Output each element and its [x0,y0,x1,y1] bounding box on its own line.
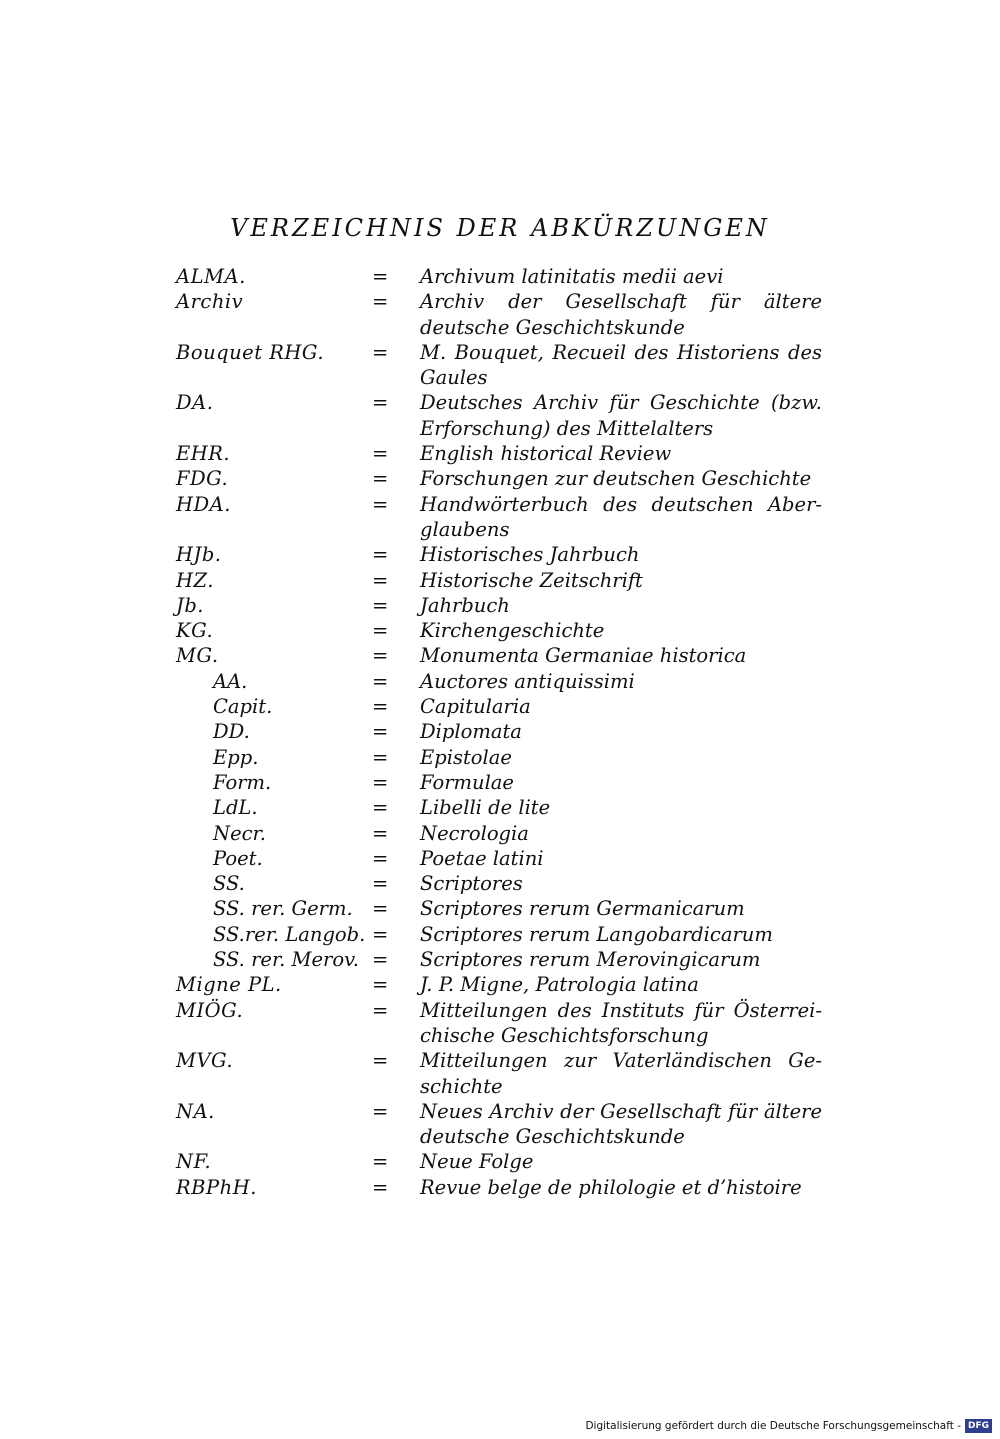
expansion: Necrologia [420,821,529,845]
abbreviation: MIÖG. [176,998,244,1022]
sub-entry-row [176,745,822,770]
expansion: Diplomata [420,720,522,744]
equals-sign: = [372,492,389,516]
expansion: Monumenta Germaniae historica [420,644,747,668]
equals-sign: = [372,442,389,466]
abbreviation: SS. rer. Merov. [213,948,359,972]
sub-entry-row [176,896,822,921]
abbreviation: Necr. [213,821,266,845]
expansion: Formulae [420,770,514,794]
expansion: English historical Review [420,442,672,466]
equals-sign: = [372,922,389,946]
expansion: Handwörterbuch des deutschen Aberglaubens [420,492,822,541]
equals-sign: = [372,391,389,415]
equals-sign: = [372,265,389,288]
equals-sign: = [372,340,389,364]
entry-row [176,1048,822,1099]
abbreviation: Bouquet RHG. [176,340,325,364]
expansion: Capitularia [420,695,531,719]
expansion: Scriptores rerum Germanicarum [420,897,745,921]
expansion: Scriptores rerum Langobardicarum [420,922,773,946]
footer-credit-text: Digitalisierung gefördert durch die Deutsche Forschungsgemeinschaft - [585,1420,961,1432]
entry-row [176,1099,822,1150]
entry-row [176,618,822,643]
footer [585,1419,992,1433]
equals-sign: = [372,998,389,1022]
equals-sign: = [372,720,389,744]
equals-sign: = [372,846,389,870]
expansion: Forschungen zur deutschen Geschichte [420,467,812,491]
entry-row [176,264,822,289]
abbreviation: HJb. [176,543,222,567]
abbreviation: KG. [176,619,214,643]
abbreviation: HZ. [176,568,214,592]
equals-sign: = [372,821,389,845]
abbreviation: SS. [213,872,245,896]
equals-sign: = [372,1099,389,1123]
dfg-logo: DFG [965,1419,992,1433]
equals-sign: = [372,1150,389,1174]
expansion: J. P. Migne, Patrologia latina [420,973,699,997]
sub-entry-row [176,770,822,795]
entry-row [176,492,822,543]
entry-row [176,542,822,567]
expansion: Archivum latinitatis medii aevi [420,265,724,288]
entry-row [176,998,822,1049]
entry-row [176,466,822,491]
equals-sign: = [372,1175,389,1199]
expansion: Mitteilungen zur Vaterländischen Geschichte [420,1049,822,1098]
equals-sign: = [372,796,389,820]
abbreviation: DD. [213,720,250,744]
sub-entry-row [176,871,822,896]
abbreviation: Form. [213,770,272,794]
sub-entry-row [176,846,822,871]
abbreviation: RBPhH. [176,1175,257,1199]
abbreviation: SS. rer. Germ. [213,897,353,921]
entry-row [176,1175,822,1200]
expansion: Auctores antiquissimi [420,669,635,693]
abbreviation: FDG. [176,467,229,491]
equals-sign: = [372,669,389,693]
equals-sign: = [372,973,389,997]
expansion: Neues Archiv der Gesellschaft für ältere deutsche Geschichtskunde [420,1099,822,1149]
abbreviation: HDA. [176,492,231,516]
sub-entry-row [176,694,822,719]
expansion: M. Bouquet, Recueil des Historiens des Gaules [420,340,822,390]
page-title: VERZEICHNIS DER ABKÜRZUNGEN [230,214,770,242]
abbreviation: DA. [176,391,214,415]
equals-sign: = [372,543,389,567]
abbreviation: Archiv [176,290,244,314]
expansion: Libelli de lite [420,796,551,820]
expansion: Neue Folge [420,1150,534,1174]
equals-sign: = [372,290,389,314]
expansion: Jahrbuch [420,593,510,617]
abbreviation: Poet. [213,846,263,870]
entry-row [176,593,822,618]
abbreviation: NF. [176,1150,212,1174]
equals-sign: = [372,872,389,896]
abbreviation: NA. [176,1099,215,1123]
sub-entry-row [176,922,822,947]
equals-sign: = [372,745,389,769]
equals-sign: = [372,948,389,972]
abbreviation: LdL. [213,796,258,820]
equals-sign: = [372,467,389,491]
sub-entry-row [176,719,822,744]
abbreviation: MG. [176,644,219,668]
equals-sign: = [372,770,389,794]
expansion: Historisches Jahrbuch [420,543,640,567]
equals-sign: = [372,695,389,719]
abbreviation: AA. [213,669,248,693]
abbreviation: Jb. [176,593,204,617]
entry-row [176,1149,822,1174]
expansion: Scriptores [420,872,523,896]
expansion: Kirchengeschichte [420,619,605,643]
abbreviation-list [176,264,822,1200]
entry-row [176,568,822,593]
abbreviation: MVG. [176,1049,234,1073]
abbreviation: EHR. [176,442,231,466]
abbreviation: SS.rer. Langob. [213,922,366,946]
abbreviation: Migne PL. [176,973,282,997]
expansion: Historische Zeitschrift [420,568,643,592]
expansion: Epistolae [420,745,512,769]
expansion: Deutsches Archiv für Geschichte (bzw. Erforschung) des Mittelalters [420,391,822,440]
abbreviation: ALMA. [176,265,246,288]
entry-row [176,289,822,340]
abbreviation: Capit. [213,695,273,719]
expansion: Archiv der Gesellschaft für ältere deutsche Geschichtskunde [420,290,822,339]
expansion: Poetae latini [420,846,544,870]
equals-sign: = [372,1049,389,1073]
equals-sign: = [372,593,389,617]
sub-entry-row [176,947,822,972]
entry-row [176,390,822,441]
entry-row [176,441,822,466]
expansion: Revue belge de philologie et d’histoire [420,1175,802,1199]
entry-row [176,340,822,391]
entry-row [176,643,822,668]
expansion: Scriptores rerum Merovingicarum [420,948,761,972]
sub-entry-row [176,821,822,846]
sub-entry-row [176,669,822,694]
expansion: Mitteilungen des Instituts für Österreichische Geschichtsforschung [420,998,822,1047]
equals-sign: = [372,619,389,643]
entry-row [176,972,822,997]
sub-entry-row [176,795,822,820]
equals-sign: = [372,568,389,592]
equals-sign: = [372,644,389,668]
abbreviation: Epp. [213,745,259,769]
equals-sign: = [372,897,389,921]
